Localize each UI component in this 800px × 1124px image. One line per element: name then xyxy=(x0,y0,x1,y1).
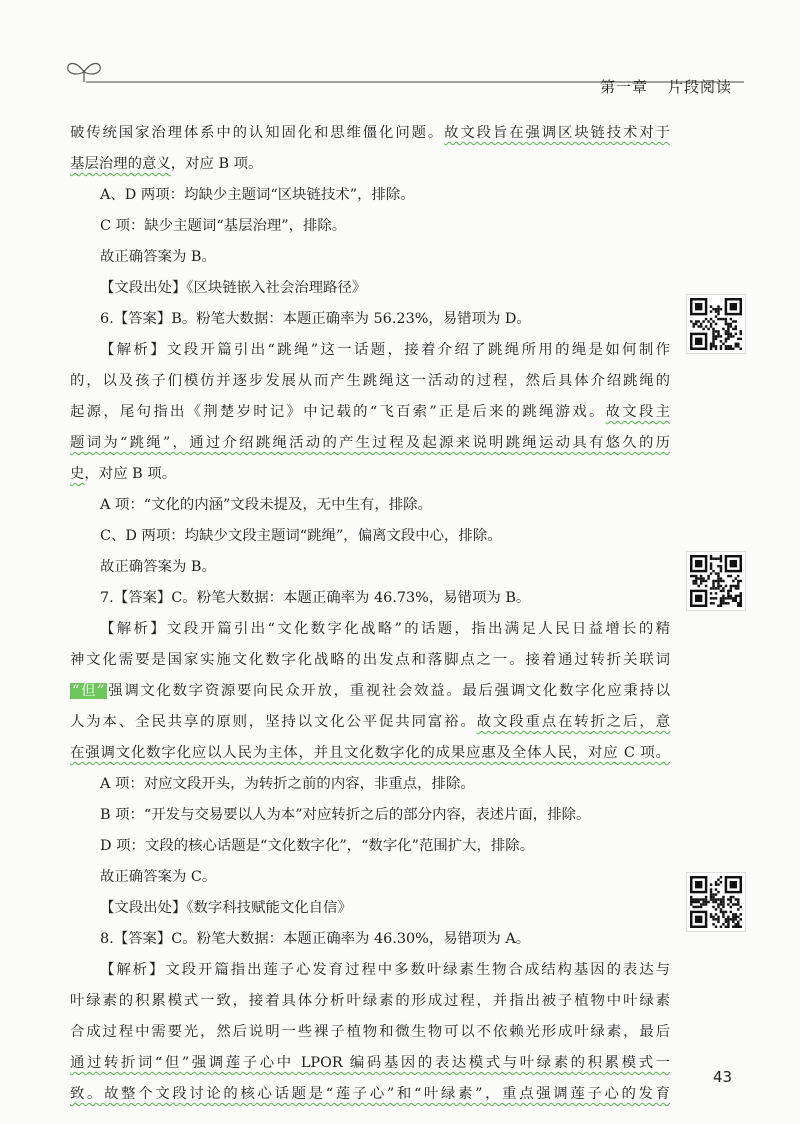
text-line: 合成过程中需要光，然后说明一些裸子植物和微生物可以不依赖光形成叶绿素，最后 xyxy=(70,1024,670,1040)
text-line: “但” 强调文化数字资源要向民众开放，重视社会效益。最后强调文化数字化应秉持以 xyxy=(72,683,670,699)
text-line: B 项：“开发与交易要以人为本”对应转折之后的部分内容，表述片面，排除。 xyxy=(100,807,591,823)
answer-line: 7.【答案】C。粉笔大数据：本题正确率为 46.73%，易错项为 B。 xyxy=(100,590,531,606)
analysis-line: 【解析】文段开篇指出莲子心发育过程中多数叶绿素生物合成结构基因的表达与 xyxy=(100,962,670,978)
answer-line: 8.【答案】C。粉笔大数据：本题正确率为 46.30%，易错项为 A。 xyxy=(100,931,531,947)
analysis-line: 【解析】文段开篇引出“跳绳”这一话题，接着介绍了跳绳所用的绳是如何制作 xyxy=(100,342,670,358)
text-line: A 项：对应文段开头，为转折之前的内容，非重点，排除。 xyxy=(100,776,475,792)
text-line: 叶绿素的积累模式一致，接着具体分析叶绿素的形成过程，并指出被子植物中叶绿素 xyxy=(70,993,670,1009)
text-line: 破传统国家治理体系中的认知固化和思维僵化问题。故文段旨在强调区块链技术对于 xyxy=(70,125,670,141)
text-line: 故正确答案为 B。 xyxy=(100,559,216,575)
chapter-number: 第一章 xyxy=(600,78,649,96)
page-body xyxy=(70,118,670,1110)
source-line: 【文段出处】《数字科技赋能文化自信》 xyxy=(100,900,352,916)
text-line: A、D 两项：均缺少主题词“区块链技术”，排除。 xyxy=(100,187,415,203)
source-line: 【文段出处】《区块链嵌入社会治理路径》 xyxy=(100,280,367,296)
page-number: 43 xyxy=(713,1068,733,1086)
text-line: 在强调文化数字化应以人民为主体，并且文化数字化的成果应惠及全体人民，对应 C 项。 xyxy=(70,745,670,761)
text-line: 人为本、全民共享的原则，坚持以文化公平促共同富裕。故文段重点在转折之后，意 xyxy=(70,714,670,730)
text-line: C、D 两项：均缺少文段主题词“跳绳”，偏离文段中心，排除。 xyxy=(100,528,502,544)
text-line: A 项：“文化的内涵”文段未提及，无中生有，排除。 xyxy=(100,497,432,513)
text-line: 神文化需要是国家实施文化数字化战略的出发点和落脚点之一。接着通过转折关联词 xyxy=(70,652,670,668)
qr-code-6[interactable] xyxy=(686,294,746,354)
chapter-section: 片段阅读 xyxy=(668,78,733,96)
text-line: 史，对应 B 项。 xyxy=(70,466,177,482)
text-line: 的，以及孩子们模仿并逐步发展从而产生跳绳这一活动的过程，然后具体介绍跳绳的 xyxy=(70,373,670,389)
highlight-but: “但” xyxy=(72,683,105,699)
qr-code-7[interactable] xyxy=(686,551,746,611)
text-line: 故正确答案为 B。 xyxy=(100,249,216,265)
text-line: 起源，尾句指出《荆楚岁时记》中记载的“飞百索”正是后来的跳绳游戏。故文段主 xyxy=(70,404,670,420)
qr-icon xyxy=(690,876,742,928)
analysis-line: 【解析】文段开篇引出“文化数字化战略”的话题，指出满足人民日益增长的精 xyxy=(100,621,670,637)
text-line: 通过转折词“但”强调莲子心中 LPOR 编码基因的表达模式与叶绿素的积累模式一 xyxy=(70,1055,670,1071)
answer-line: 6.【答案】B。粉笔大数据：本题正确率为 56.23%，易错项为 D。 xyxy=(100,311,531,327)
text-line: C 项：缺少主题词“基层治理”，排除。 xyxy=(100,218,347,234)
chapter-title xyxy=(600,76,732,97)
sprout-icon xyxy=(68,64,101,83)
qr-icon xyxy=(690,555,742,607)
page-header xyxy=(0,0,800,110)
text-line: 致。故整个文段讨论的核心话题是“莲子心”和“叶绿素”，重点强调莲子心的发育 xyxy=(70,1086,670,1102)
qr-code-8[interactable] xyxy=(686,872,746,932)
text-line: 基层治理的意义，对应 B 项。 xyxy=(70,156,263,172)
text-line: 题词为“跳绳”，通过介绍跳绳活动的产生过程及起源来说明跳绳运动具有悠久的历 xyxy=(70,435,670,451)
text-line: D 项：文段的核心话题是“文化数字化”，“数字化”范围扩大，排除。 xyxy=(100,838,535,854)
text-line: 故正确答案为 C。 xyxy=(100,869,217,885)
qr-icon xyxy=(690,298,742,350)
